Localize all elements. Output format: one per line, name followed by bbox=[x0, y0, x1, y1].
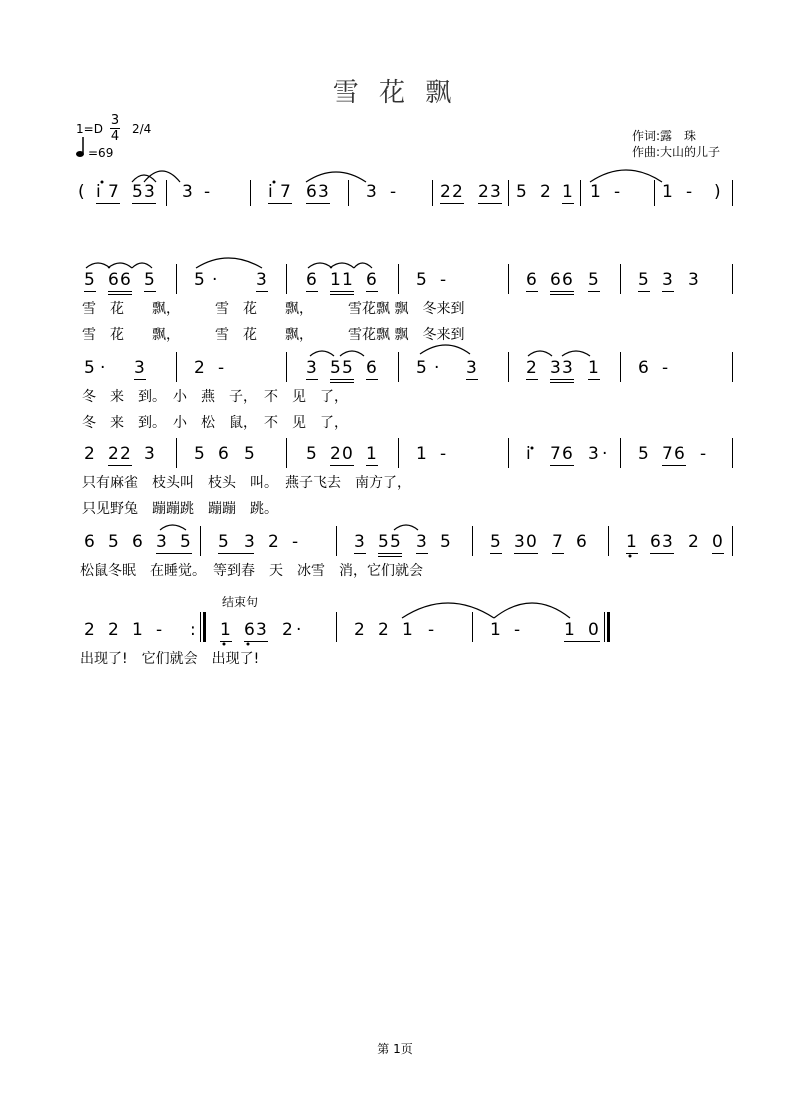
page-title: 雪 花 飘 bbox=[332, 78, 458, 108]
credits bbox=[632, 128, 720, 160]
lyric-row-6a: 出现了! 它们就会 出现了! bbox=[80, 651, 260, 667]
page-footer: 第 1页 bbox=[377, 1042, 413, 1056]
barline bbox=[580, 180, 581, 206]
lyric-row-3a: 冬 来 到。 小 燕 子， 不 见 了， bbox=[82, 389, 348, 405]
melody-row-2: 5 6 6 5 5 · 3 6 1 1 6 5 - 6 6 6 5 5 3 3 bbox=[84, 270, 699, 290]
alt-time-signature: 2/4 bbox=[132, 122, 152, 136]
time-sig-denominator: 4 bbox=[110, 129, 120, 144]
ending-label: 结束句 bbox=[222, 595, 259, 609]
key-signature: 1=D bbox=[76, 122, 103, 136]
melody-row-4: 2 2 2 3 5 6 5 5 2 0 1 1 - i 7 6 3 · 5 7 6 - bbox=[84, 444, 707, 464]
quarter-note-icon bbox=[76, 136, 84, 158]
melody-row-3: 5 · 3 2 - 3 5 5 6 5 · 3 2 3 3 1 6 - bbox=[84, 358, 669, 378]
lyric-row-2a: 雪 花 飘， 雪 花 飘， 雪花飘 飘 冬来到 bbox=[82, 301, 465, 317]
lyric-row-2b: 雪 花 飘， 雪 花 飘， 雪花飘 飘 冬来到 bbox=[82, 327, 465, 343]
lyric-row-5a: 松鼠冬眠 在睡觉。 等到春 天 冰雪 消，它们就会 bbox=[80, 563, 423, 579]
time-sig-numerator: 3 bbox=[110, 113, 120, 128]
lyricist-credit: 作词:露 珠 bbox=[632, 129, 697, 143]
barline bbox=[654, 180, 655, 206]
melody-row-6: 2 2 1 - : 1 6 3 2 · 2 2 1 - 1 - 1 0 bbox=[84, 620, 599, 640]
barline bbox=[166, 180, 167, 206]
barline bbox=[348, 180, 349, 206]
composer-credit: 作曲:大山的儿子 bbox=[632, 145, 721, 159]
lyric-row-3b: 冬 来 到。 小 松 鼠， 不 见 了， bbox=[82, 415, 348, 431]
melody-row-5: 6 5 6 3 5 5 3 2 - 3 5 5 3 5 5 3 0 7 6 1 6 3 2 0 bbox=[84, 532, 723, 552]
lyric-row-4b: 只见野兔 蹦蹦跳 蹦蹦 跳。 bbox=[82, 501, 278, 517]
barline bbox=[508, 180, 509, 206]
time-signature bbox=[110, 114, 120, 143]
tempo-marking: =69 bbox=[88, 146, 114, 160]
lyric-row-4a: 只有麻雀 枝头叫 枝头 叫。 燕子飞去 南方了， bbox=[82, 475, 411, 491]
barline bbox=[432, 180, 433, 206]
barline bbox=[732, 180, 733, 206]
barline bbox=[250, 180, 251, 206]
intro-notes: ( i 7 5 3 3 - i 7 6 3 3 - 2 2 2 3 5 2 1 1 - 1 - ) bbox=[78, 182, 721, 202]
